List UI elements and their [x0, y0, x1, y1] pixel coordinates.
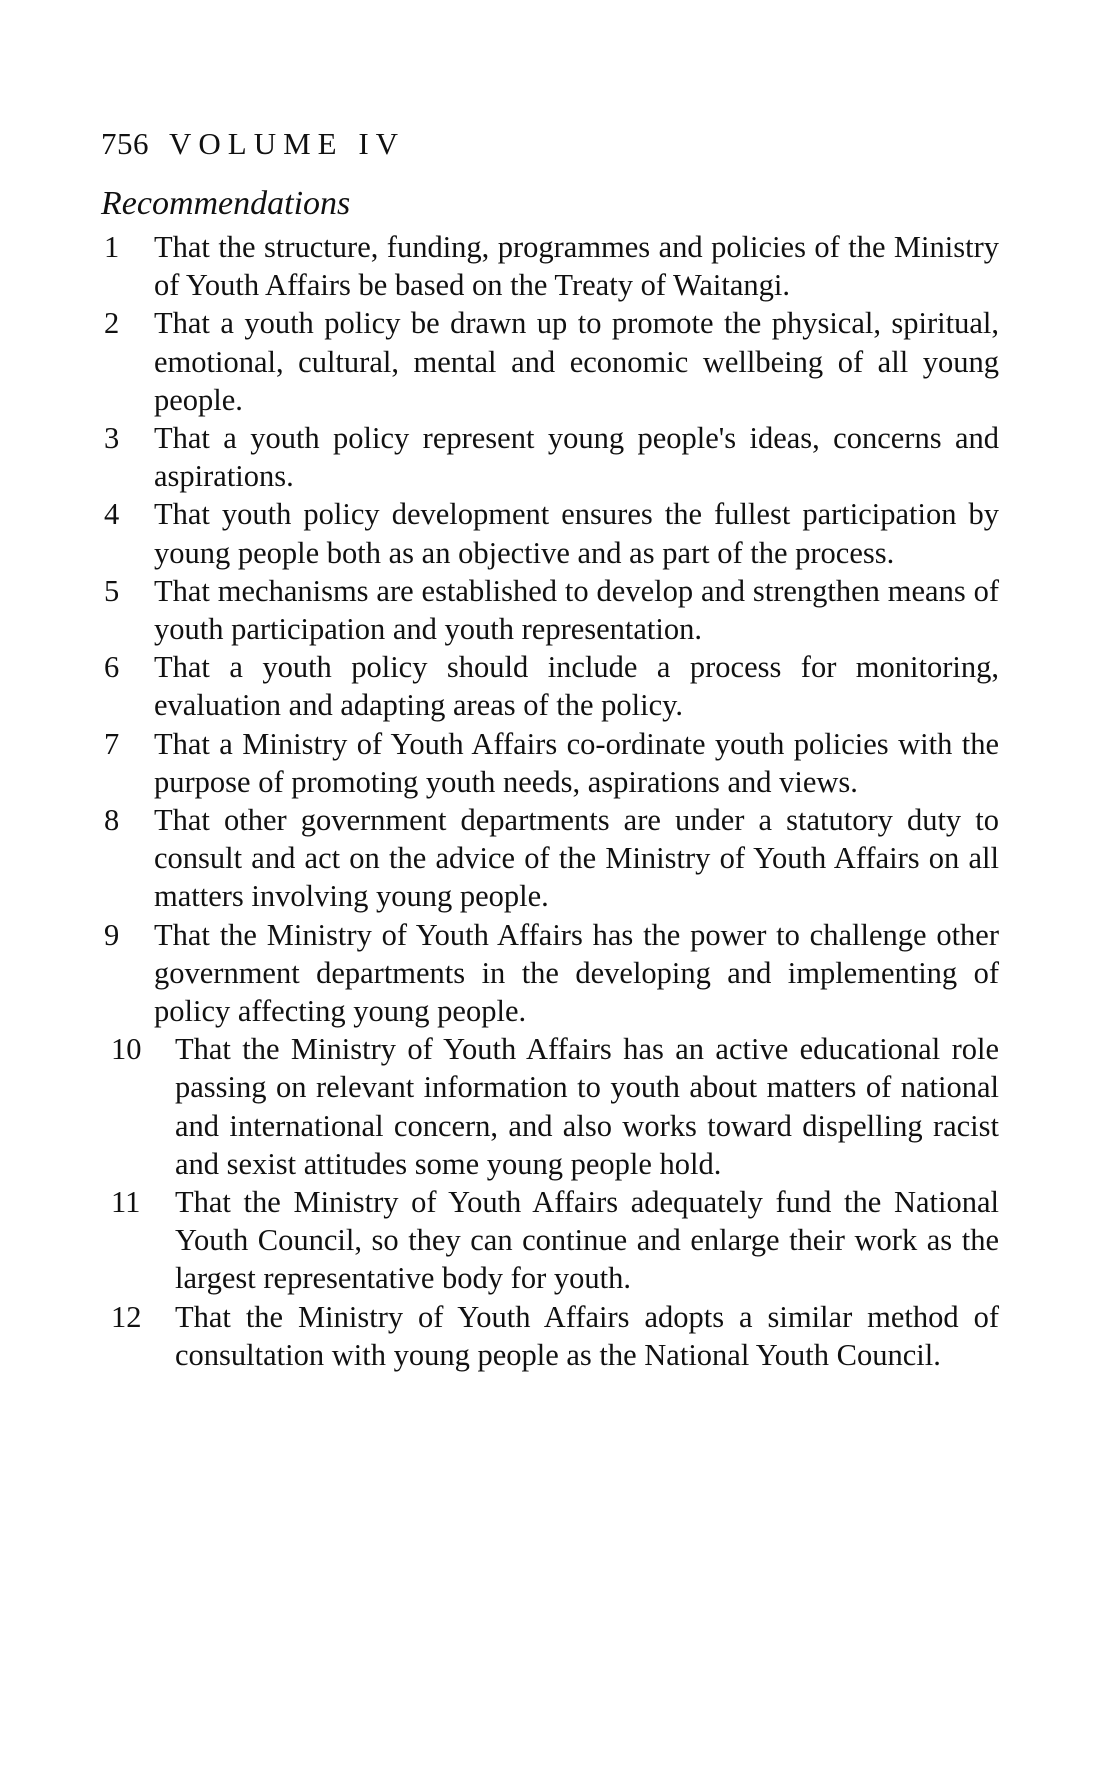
recommendation-item	[101, 228, 999, 304]
recommendation-item	[101, 304, 999, 419]
recommendation-item	[101, 495, 999, 571]
recommendation-text: That the Ministry of Youth Affairs has the power to challenge other government departments in the developing and implementing of policy affecting young people.	[154, 917, 999, 1029]
recommendation-text: That the structure, funding, programmes and policies of the Ministry of Youth Affairs be based on the Treaty of Waitangi.	[154, 230, 999, 303]
recommendation-item	[101, 1183, 999, 1298]
recommendation-number: 1	[104, 230, 120, 264]
recommendation-item	[101, 801, 999, 916]
recommendation-text: That youth policy development ensures the fullest participation by young people both as an objective and as part of the process.	[154, 497, 999, 570]
recommendation-number: 12	[111, 1299, 142, 1334]
recommendation-item	[101, 419, 999, 495]
recommendation-number: 9	[104, 917, 120, 952]
recommendation-text: That a youth policy should include a process for monitoring, evaluation and adapting areas of the policy.	[154, 650, 999, 723]
running-head	[101, 124, 405, 164]
recommendation-text: That the Ministry of Youth Affairs has an active educational role passing on relevant information to youth about matters of national and international concern, and also works toward dispelling racist and sexist attitudes some young people hold.	[175, 1032, 999, 1181]
recommendation-number: 2	[104, 306, 120, 341]
recommendation-text: That other government departments are under a statutory duty to consult and act on the advice of the Ministry of Youth Affairs on all matters involving young people.	[154, 803, 999, 914]
recommendation-number: 3	[104, 421, 120, 456]
recommendation-number: 7	[104, 726, 120, 761]
recommendation-item	[101, 1030, 999, 1183]
section-heading: Recommendations	[101, 185, 351, 222]
recommendation-number: 8	[104, 803, 120, 838]
recommendation-text: That mechanisms are established to develop and strengthen means of youth participation and youth representation.	[154, 573, 999, 647]
recommendations-list	[101, 228, 999, 1374]
page-number: 756	[101, 126, 149, 161]
recommendation-text: That a Ministry of Youth Affairs co-ordinate youth policies with the purpose of promoting youth needs, aspirations and views.	[154, 726, 999, 799]
recommendation-text: That the Ministry of Youth Affairs adequately fund the National Youth Council, so they can continue and enlarge their work as the largest representative body for youth.	[175, 1185, 999, 1296]
recommendation-number: 10	[111, 1032, 142, 1067]
recommendation-item	[101, 916, 999, 1031]
recommendation-text: That a youth policy represent young people's ideas, concerns and aspirations.	[154, 421, 999, 494]
recommendation-number: 6	[104, 650, 120, 685]
recommendation-item	[101, 1298, 999, 1374]
recommendation-item	[101, 648, 999, 724]
recommendation-number: 4	[104, 497, 120, 532]
volume-label: VOLUME IV	[169, 126, 406, 161]
recommendation-number: 11	[111, 1185, 141, 1220]
recommendation-text: That the Ministry of Youth Affairs adopts a similar method of consultation with young people as the National Youth Council.	[175, 1299, 999, 1372]
recommendation-text: That a youth policy be drawn up to promote the physical, spiritual, emotional, cultural, mental and economic wellbeing of all young people.	[154, 306, 999, 417]
recommendation-item	[101, 725, 999, 801]
recommendation-item	[101, 572, 999, 648]
recommendation-number: 5	[104, 573, 120, 608]
